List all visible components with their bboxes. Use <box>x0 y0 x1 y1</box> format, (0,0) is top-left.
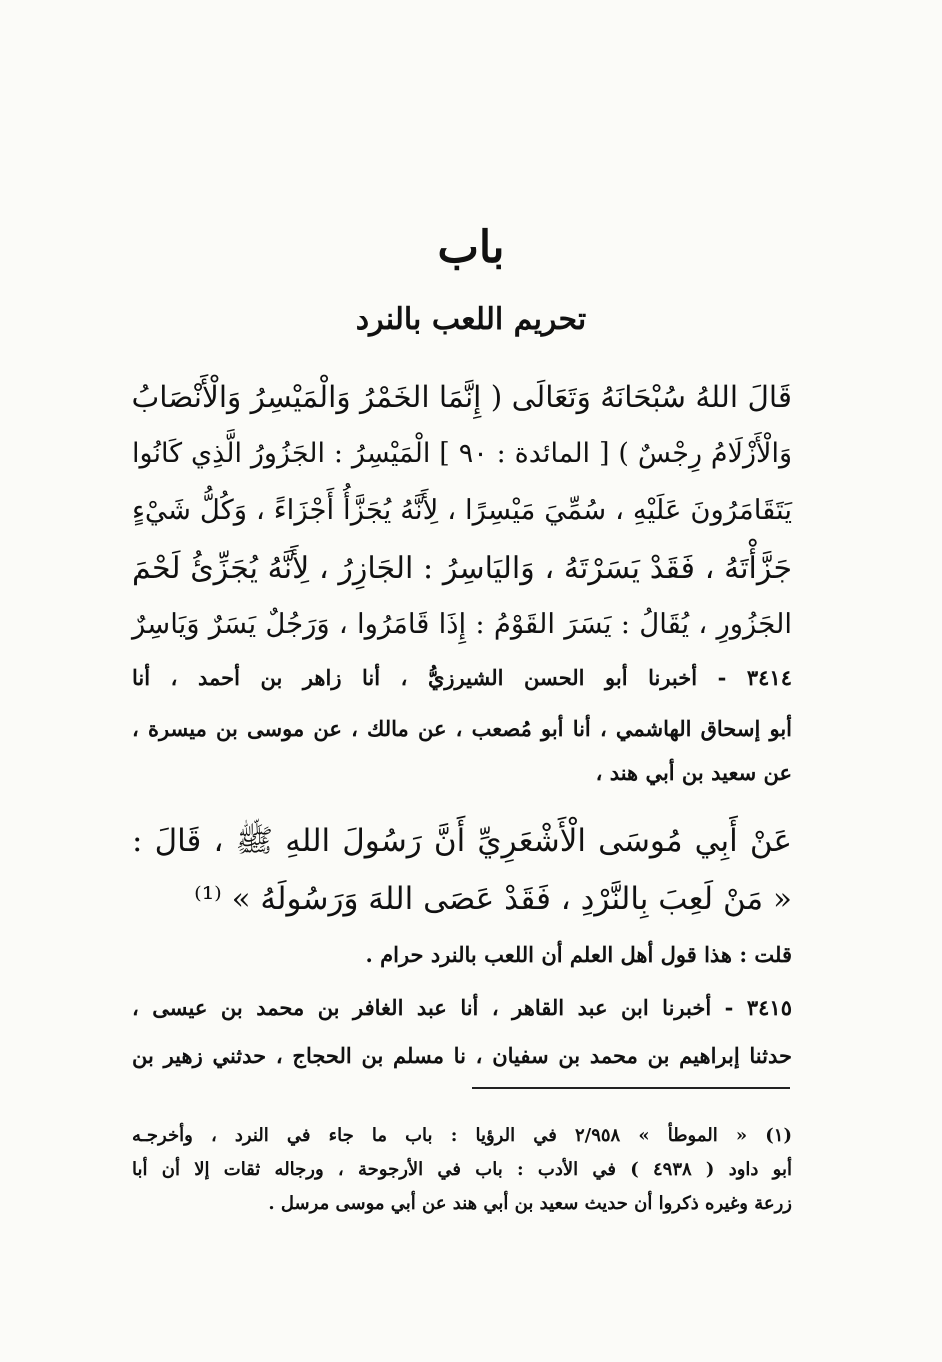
comment-line: قلت : هذا قول أهل العلم أن اللعب بالنرد حرام . <box>365 942 792 967</box>
footnote-line: أبو داود ( ٤٩٣٨ ) في الأدب : باب في الأرجوحة ، ورجاله ثقات إلا أن أبا <box>132 1159 792 1180</box>
isnad-line: حدثنا إبراهيم بن محمد بن سفيان ، نا مسلم بن الحجاج ، حدثني زهير بن <box>132 1043 792 1068</box>
footnote-divider <box>472 1087 790 1089</box>
chapter-title: تحريم اللعب بالنرد <box>355 302 587 337</box>
chapter-label: باب <box>437 222 505 273</box>
isnad-line: أبو إسحاق الهاشمي ، أنا أبو مُصعب ، عن مالك ، عن موسى بن ميسرة ، <box>132 716 792 741</box>
quran-line: يَتَقَامَرُونَ عَلَيْهِ ، سُمِّيَ مَيْسِرًا ، لِأَنَّهُ يُجَزَّأُ أَجْزَاءً ، وَكُلُّ شَيْءٍ <box>132 494 792 526</box>
isnad-line: ٣٤١٥ - أخبرنا ابن عبد القاهر ، أنا عبد الغافر بن محمد بن عيسى ، <box>132 995 792 1020</box>
quran-line: قَالَ اللهُ سُبْحَانَهُ وَتَعَالَى ( إِنَّمَا الخَمْرُ وَالْمَيْسِرُ وَالْأَنْصَابُ <box>131 380 792 414</box>
isnad-line: عن سعيد بن أبي هند ، <box>595 760 792 785</box>
footnote-line: (١) « الموطأ » ٢/٩٥٨ في الرؤيا : باب ما جاء في النرد ، وأخرجـه <box>132 1125 792 1146</box>
isnad-line: ٣٤١٤ - أخبرنا أبو الحسن الشيرزيُّ ، أنا زاهر بن أحمد ، أنا <box>132 665 792 690</box>
hadith-line: عَنْ أَبِي مُوسَى الْأَشْعَرِيِّ أَنَّ رَسُولَ اللهِ ﷺ ، قَالَ : <box>132 823 792 859</box>
footnote-line: زرعة وغيره ذكروا أن حديث سعيد بن أبي هند عن أبي موسى مرسل . <box>268 1193 792 1214</box>
quran-line: وَالْأَزْلَامُ رِجْسٌ ) [ المائدة : ٩٠ ] الْمَيْسِرُ : الجَزُورُ الَّذِي كَانُوا <box>132 438 792 469</box>
hadith-line: « مَنْ لَعِبَ بِالنَّرْدِ ، فَقَدْ عَصَى اللهَ وَرَسُولَهُ » ⁽¹⁾ <box>194 881 792 917</box>
quran-line: جَزَّأْتَهُ ، فَقَدْ يَسَرْتَهُ ، وَاليَاسِرُ : الجَازِرُ ، لِأَنَّهُ يُجَزِّئُ لَحْمَ <box>132 551 792 586</box>
quran-line: الجَزُورِ ، يُقَالُ : يَسَرَ القَوْمُ : إِذَا قَامَرُوا ، وَرَجُلٌ يَسَرٌ وَيَاسِرٌ <box>132 608 792 640</box>
